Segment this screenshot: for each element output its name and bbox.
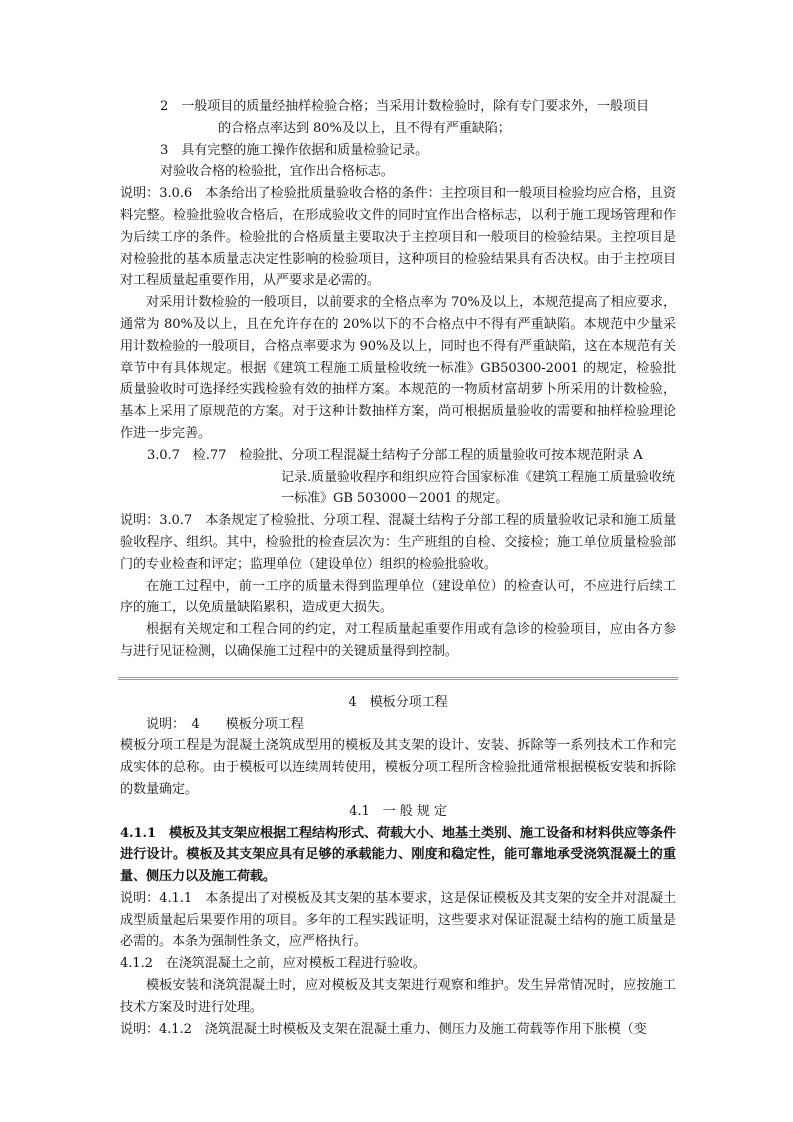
note-3-0-7-para3: 根据有关规定和工程合同的约定，对工程质量起重要作用或有急诊的检验项目，应由各方参与进行见证检测，以确保施工过程中的关键质量得到控制。 (120, 622, 676, 659)
section-divider (118, 677, 678, 680)
note-3-0-7-para2: 在施工过程中，前一工序的质量未得到监理单位（建设单位）的检查认可，不应进行后续工序的施工，以免质量缺陷累积，造成更大损失。 (120, 578, 676, 616)
note-3-0-6-para1: 说明：3.0.6 本条给出了检验批质量验收合格的条件：主控项目和一般项目检验均应合格，且资料完整。检验批验收合格后，在形成验收文件的同时宜作出合格标志，以利于施工现场管理和作为后续工序的条件。检验批的合格质量主要取决于主控项目和一般项目的检验结果。主控项目是对检验批的基本质量志决定性影响的检验项目，这种项目的检验结果具有否决权。由于主控项目对工程质量起重要作用，从严要求是必需的。 (120, 186, 676, 289)
note-3-0-6-para2: 对采用计数检验的一般项目，以前要求的全格点率为 70%及以上，本规范提高了相应要求，通常为 80%及以上，且在允许存在的 20%以下的不合格点中不得有严重缺陷。本规范中少量采用计数检验的一般项目，合格点率要求为 90%及以上，同时也不得有严重缺陷，这在本规范有关章节中有具体规定。根据《建筑工程施工质量检收统一标准》GB50300-2001 的规定，检验批质量验收时可选择经实践检验有效的抽样方案。本规范的一物质材富胡萝卜所采用的计数检验，基本上采用了原规范的方案。对于这种计数抽样方案，尚可根据质量验收的需要和抽样检验理论作进一步完善。 (120, 295, 676, 441)
clause-4-1-2: 4.1.2 在浇筑混凝土之前，应对模板工程进行验收。 (120, 956, 426, 972)
clause-3-0-7-line1: 3.0.7 检.77 检验批、分项工程混凝土结构子分部工程的质量验收可按本规范附录 A (147, 447, 643, 463)
note-3-0-7-para1: 说明：3.0.7 本条规定了检验批、分项工程、混凝土结构子分部工程的质量验收记录和施工质量验收程序、组织。其中，检验批的检查层次为：生产班组的自检、交接检；施工单位质量检验部门的专业检查和评定；监理单位（建设单位）组织的检验批验收。 (120, 513, 676, 572)
chapter-4-note-body: 模板分项工程是为混凝土浇筑成型用的模板及其支架的设计、安装、拆除等一系列技术工作和完成实体的总称。由于模板可以连续周转使用，模板分项工程所含检验批通常根据模板安装和拆除的数量确定。 (120, 738, 676, 797)
list-item-2 (120, 96, 676, 140)
clause-4-1-1: 4.1.1 模板及其支架应根据工程结构形式、荷载大小、地基土类别、施工设备和材料供应等条件进行设计。模板及其支架应具有足够的承载能力、刚度和稳定性，能可靠地承受浇筑混凝土的重量、侧压力以及施工荷载。 (120, 825, 676, 885)
clause-3-0-7-line3: 一标准》GB 503000－2001 的规定。 (281, 491, 509, 507)
section-4-1-title: 4.1 一 般 规 定 (349, 803, 447, 819)
clause-3-0-7 (120, 445, 676, 510)
chapter-4-note-heading: 说明： 4 模板分项工程 (146, 716, 304, 732)
document-body (120, 96, 676, 1040)
list-item-2-line2: 的合格点率达到 80%及以上，且不得有严重缺陷； (218, 120, 511, 136)
qualified-mark-line: 对验收合格的检验批，宜作出合格标志。 (160, 164, 394, 180)
clause-3-0-7-line2: 记录.质量验收程序和组织应符合国家标准《建筑工程施工质量验收统 (281, 469, 675, 485)
note-4-1-1: 说明：4.1.1 本条提出了对模板及其支架的基本要求，这是保证模板及其支架的安全并对混凝土成型质量起后果要作用的项目。多年的工程实践证明，这些要求对保证混凝土结构的施工质量是必需的。本条为强制性条文，应严格执行。 (120, 890, 676, 950)
clause-4-1-2-body: 模板安装和浇筑混凝土时，应对模板及其支架进行观察和维护。发生异常情况时，应按施工技术方案及时进行处理。 (120, 978, 676, 1015)
list-item-2-line1: 2 一般项目的质量经抽样检验合格；当采用计数检验时，除有专门要求外，一般项目 (160, 99, 649, 114)
note-4-1-2: 说明：4.1.2 浇筑混凝土时模板及支架在混凝土重力、侧压力及施工荷载等作用下胀模（变 (120, 1021, 647, 1037)
chapter-4-title: 4 模板分项工程 (348, 694, 448, 710)
list-item-3: 3 具有完整的施工操作依据和质量检验记录。 (160, 142, 429, 158)
